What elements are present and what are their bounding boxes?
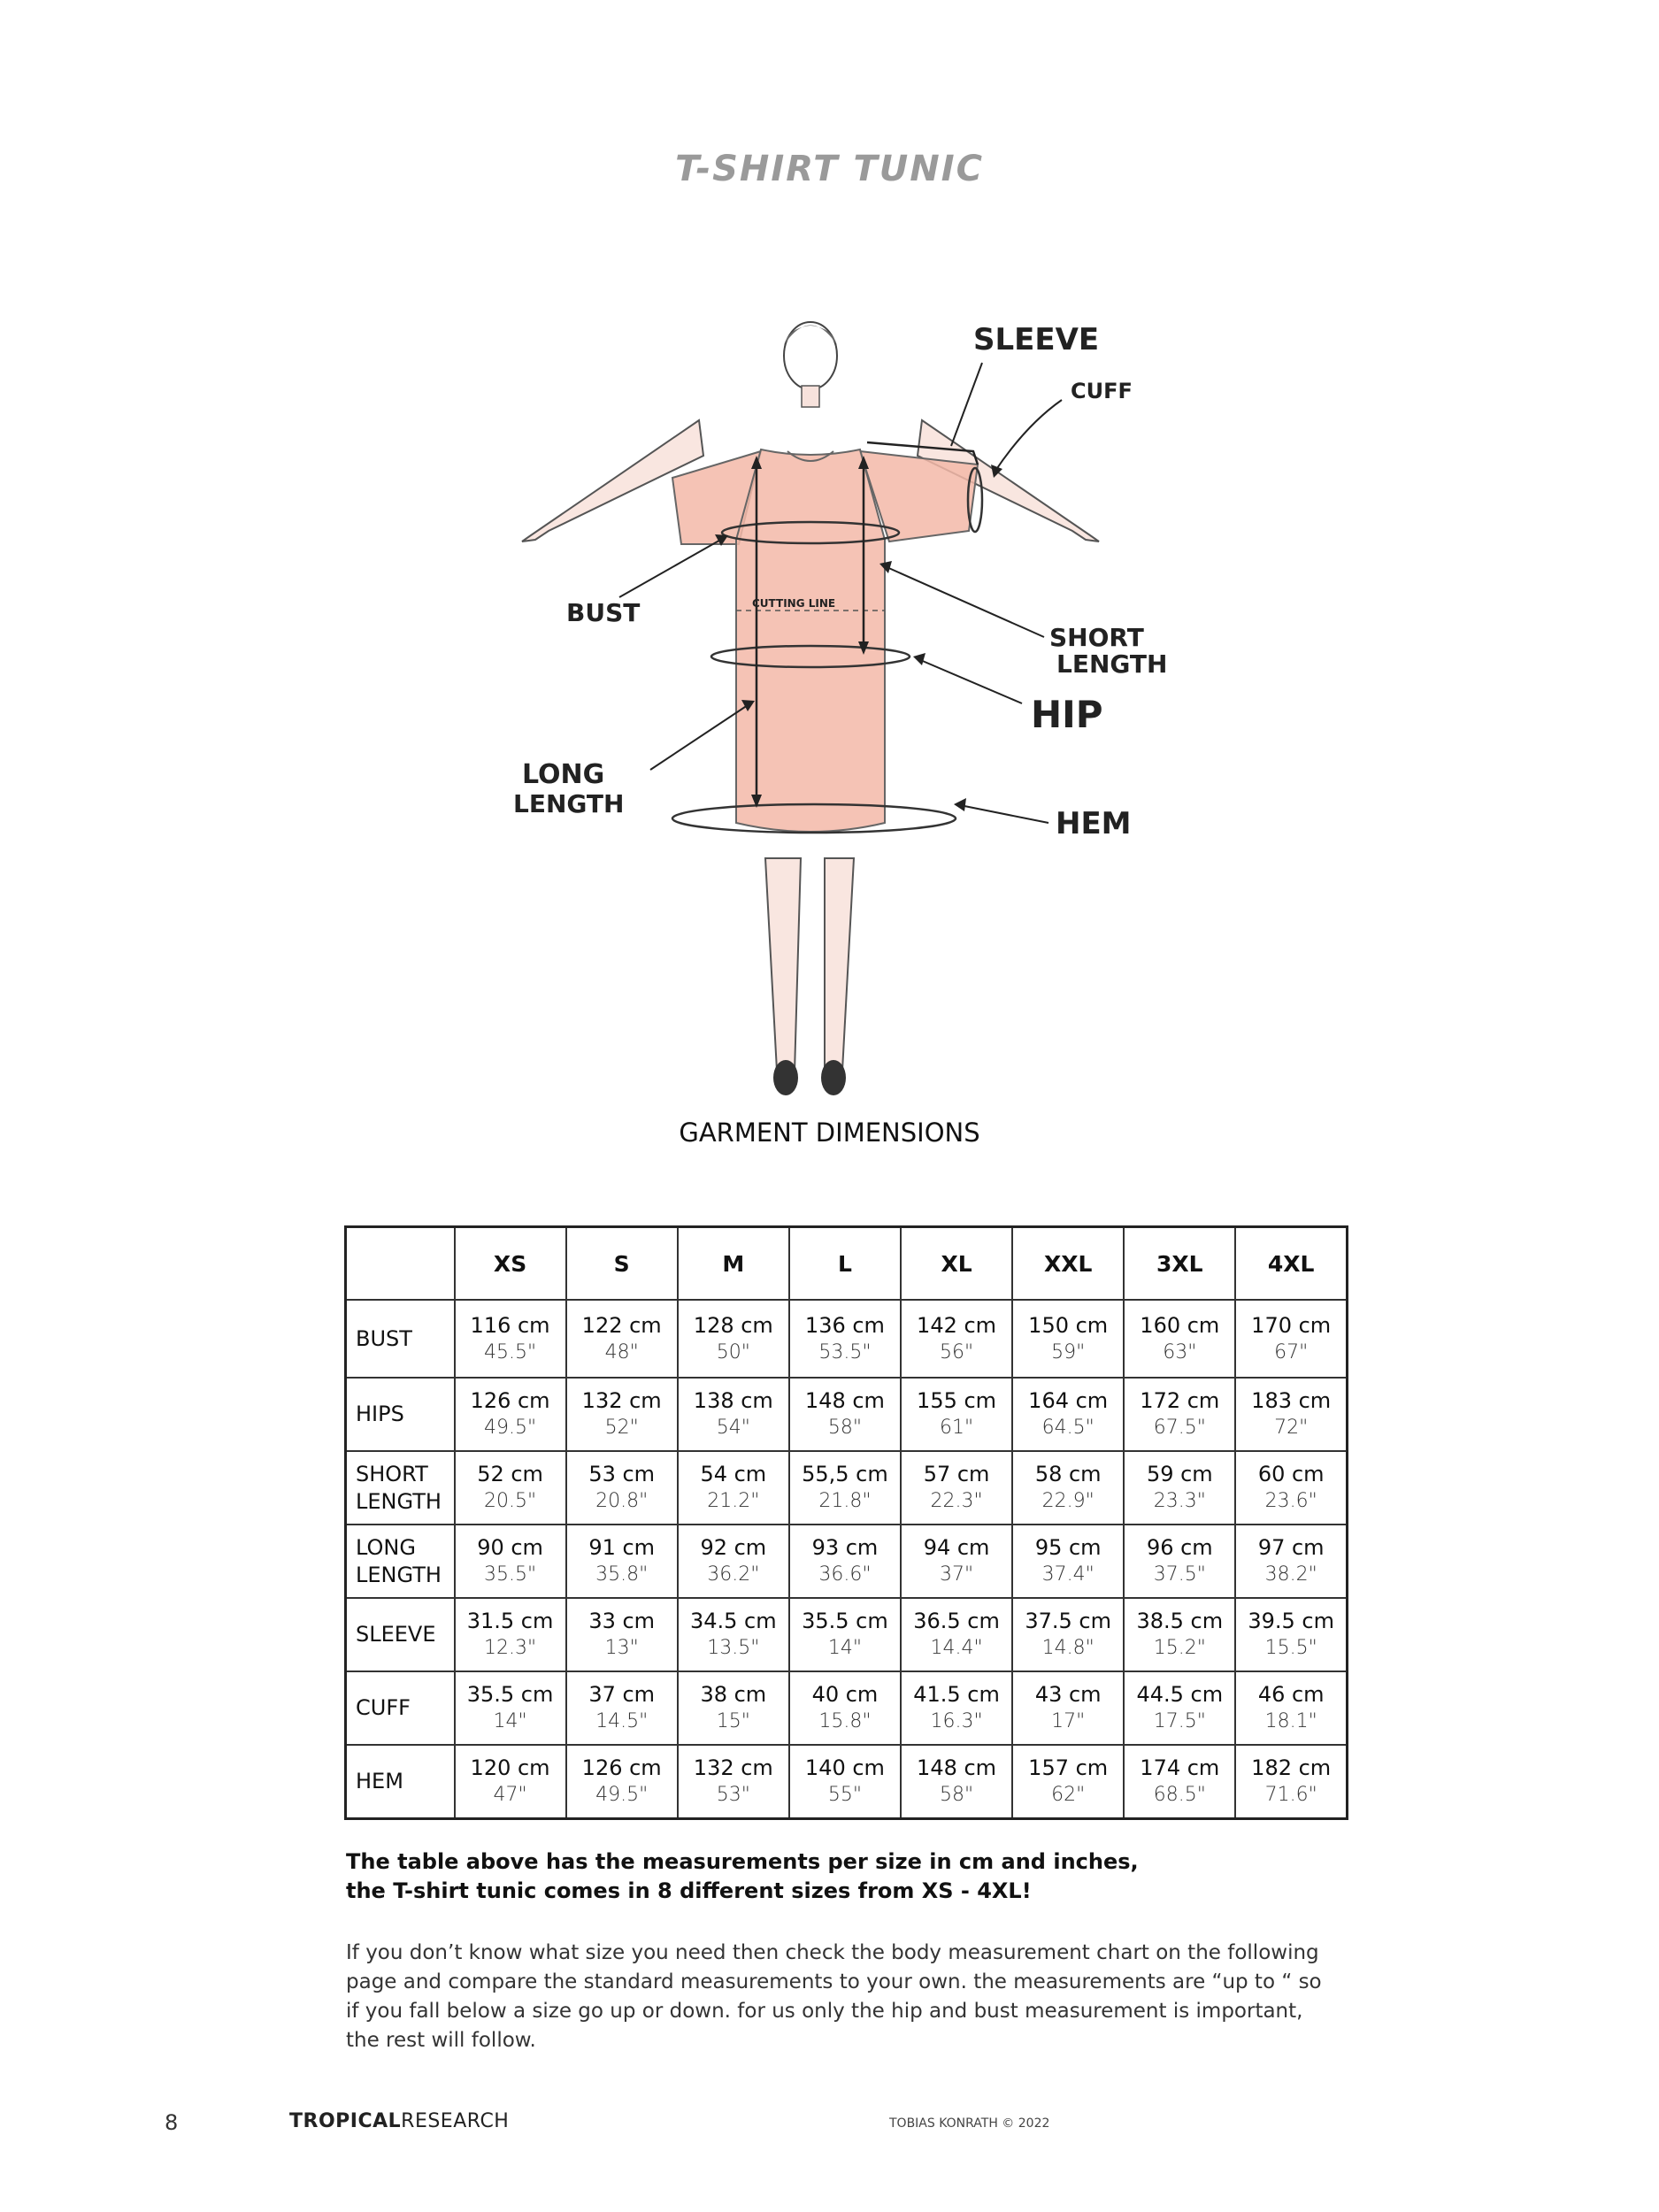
measurement-cell — [1124, 1598, 1235, 1671]
size-header: S — [566, 1227, 678, 1301]
measurement-cell — [789, 1671, 901, 1745]
cm-value: 46 cm — [1257, 1682, 1325, 1707]
measurement-cell — [678, 1745, 789, 1819]
measurement-cell — [1235, 1671, 1347, 1745]
inch-value: 13.5" — [707, 1637, 760, 1659]
cm-value: 37.5 cm — [1025, 1609, 1111, 1633]
measurement-cell — [1012, 1671, 1124, 1745]
cm-value: 53 cm — [588, 1462, 656, 1486]
cm-value: 182 cm — [1251, 1755, 1332, 1780]
table-row — [346, 1451, 1348, 1525]
hip-label: HIP — [1031, 693, 1103, 736]
inch-value: 17" — [1051, 1710, 1086, 1732]
inch-value: 14.5" — [595, 1710, 649, 1732]
cm-value: 43 cm — [1034, 1682, 1102, 1707]
measurement-cell — [1012, 1598, 1124, 1671]
measurement-cell — [1235, 1378, 1347, 1451]
measurement-cell — [566, 1300, 678, 1378]
inch-value: 17.5" — [1153, 1710, 1206, 1732]
cm-value: 128 cm — [693, 1312, 773, 1338]
measurement-cell — [1235, 1525, 1347, 1598]
measurement-cell — [789, 1451, 901, 1525]
table-row — [346, 1598, 1348, 1671]
measurement-cell — [455, 1598, 566, 1671]
bust-label: BUST — [566, 598, 641, 627]
measurement-cell — [1124, 1671, 1235, 1745]
cm-value: 148 cm — [917, 1755, 997, 1780]
measurement-cell — [566, 1671, 678, 1745]
short-length-label-1: SHORT — [1049, 623, 1144, 652]
measurement-cell — [1235, 1451, 1347, 1525]
measurement-cell — [566, 1598, 678, 1671]
cm-value: 148 cm — [804, 1388, 885, 1413]
measurement-cell — [1012, 1525, 1124, 1598]
inch-value: 37.5" — [1153, 1563, 1206, 1586]
inch-value: 53" — [716, 1784, 750, 1806]
measurement-cell — [1235, 1745, 1347, 1819]
cm-value: 33 cm — [588, 1609, 656, 1633]
inch-value: 22.3" — [930, 1490, 983, 1512]
measurement-cell — [901, 1451, 1012, 1525]
measurement-cell — [1235, 1300, 1347, 1378]
cm-value: 96 cm — [1146, 1535, 1213, 1560]
size-header: 4XL — [1235, 1227, 1347, 1301]
cm-value: 36.5 cm — [913, 1609, 1000, 1633]
inch-value: 67" — [1274, 1340, 1309, 1363]
measurement-cell — [901, 1378, 1012, 1451]
inch-value: 61" — [940, 1417, 974, 1439]
cuff-label: CUFF — [1071, 379, 1133, 403]
inch-value: 20.5" — [484, 1490, 537, 1512]
cm-value: 35.5 cm — [802, 1609, 888, 1633]
cm-value: 120 cm — [470, 1755, 550, 1780]
measurement-cell — [901, 1300, 1012, 1378]
row-label: CUFF — [346, 1671, 455, 1745]
size-header: XXL — [1012, 1227, 1124, 1301]
cm-value: 59 cm — [1146, 1462, 1213, 1486]
cm-value: 126 cm — [470, 1388, 550, 1413]
size-note-heading: The table above has the measurements per size in cm and inches, the T-shirt tunic comes in 8 different sizes from XS - 4XL! — [346, 1849, 1139, 1903]
cm-value: 44.5 cm — [1136, 1682, 1224, 1707]
cm-value: 183 cm — [1251, 1388, 1332, 1413]
inch-value: 22.9" — [1041, 1490, 1094, 1512]
inch-value: 14.4" — [930, 1637, 983, 1659]
sleeve-label: SLEEVE — [973, 322, 1100, 357]
cm-value: 150 cm — [1028, 1312, 1109, 1338]
row-label: BUST — [346, 1300, 455, 1378]
measurement-cell — [455, 1451, 566, 1525]
inch-value: 45.5" — [484, 1340, 537, 1363]
cm-value: 132 cm — [581, 1388, 662, 1413]
measurement-cell — [1124, 1378, 1235, 1451]
inch-value: 21.2" — [707, 1490, 760, 1512]
inch-value: 15.8" — [818, 1710, 872, 1732]
section-title: GARMENT DIMENSIONS — [679, 1118, 980, 1148]
measurement-cell — [678, 1671, 789, 1745]
measurement-cell — [1124, 1525, 1235, 1598]
inch-value: 49.5" — [595, 1784, 649, 1806]
cm-value: 41.5 cm — [913, 1682, 1000, 1707]
measurement-cell — [1012, 1745, 1124, 1819]
row-label: HEM — [346, 1745, 455, 1819]
inch-value: 54" — [716, 1417, 750, 1439]
inch-value: 15.5" — [1264, 1637, 1317, 1659]
row-label: HIPS — [346, 1378, 455, 1451]
cm-value: 174 cm — [1140, 1755, 1220, 1780]
inch-value: 48" — [604, 1340, 639, 1363]
inch-value: 62" — [1051, 1784, 1086, 1806]
size-header: 3XL — [1124, 1227, 1235, 1301]
size-header: M — [678, 1227, 789, 1301]
measurement-cell — [1235, 1598, 1347, 1671]
cm-value: 132 cm — [693, 1755, 773, 1780]
inch-value: 13" — [604, 1637, 639, 1659]
measurement-cell — [1012, 1451, 1124, 1525]
measurement-cell — [678, 1598, 789, 1671]
cm-value: 122 cm — [581, 1312, 662, 1338]
cm-value: 94 cm — [923, 1535, 990, 1560]
hem-label: HEM — [1056, 806, 1132, 841]
measurement-cell — [901, 1525, 1012, 1598]
footer-credit: TOBIAS KONRATH © 2022 — [889, 2116, 1050, 2131]
inch-value: 50" — [716, 1340, 750, 1363]
measurement-cell — [678, 1451, 789, 1525]
cm-value: 57 cm — [923, 1462, 990, 1486]
cm-value: 116 cm — [470, 1312, 550, 1338]
measurement-cell — [566, 1451, 678, 1525]
measurement-cell — [789, 1598, 901, 1671]
inch-value: 14" — [493, 1710, 527, 1732]
inch-value: 47" — [493, 1784, 527, 1806]
inch-value: 67.5" — [1153, 1417, 1206, 1439]
page-number: 8 — [165, 2110, 179, 2135]
cm-value: 95 cm — [1034, 1535, 1102, 1560]
cm-value: 40 cm — [811, 1682, 879, 1707]
inch-value: 21.8" — [818, 1490, 872, 1512]
inch-value: 49.5" — [484, 1417, 537, 1439]
garment-dimensions-table — [344, 1225, 1348, 1820]
measurement-cell — [1124, 1300, 1235, 1378]
cm-value: 34.5 cm — [689, 1609, 777, 1633]
inch-value: 58" — [940, 1784, 974, 1806]
cm-value: 60 cm — [1257, 1462, 1325, 1486]
inch-value: 59" — [1051, 1340, 1086, 1363]
inch-value: 37" — [940, 1563, 974, 1586]
measurement-cell — [678, 1525, 789, 1598]
cm-value: 157 cm — [1028, 1755, 1109, 1780]
tunic-illustration — [495, 310, 1168, 1106]
table-header-row — [346, 1227, 1348, 1301]
cm-value: 164 cm — [1028, 1388, 1109, 1413]
long-length-label-2: LENGTH — [513, 789, 625, 818]
measurement-cell — [455, 1300, 566, 1378]
cm-value: 91 cm — [588, 1535, 656, 1560]
measurement-cell — [1012, 1378, 1124, 1451]
cm-value: 155 cm — [917, 1388, 997, 1413]
inch-value: 23.3" — [1153, 1490, 1206, 1512]
measurement-cell — [789, 1525, 901, 1598]
inch-value: 12.3" — [484, 1637, 537, 1659]
short-length-label-2: LENGTH — [1056, 649, 1168, 679]
inch-value: 18.1" — [1264, 1710, 1317, 1732]
inch-value: 23.6" — [1264, 1490, 1317, 1512]
row-label: SHORT LENGTH — [346, 1451, 455, 1525]
row-label: SLEEVE — [346, 1598, 455, 1671]
size-header: L — [789, 1227, 901, 1301]
measurement-cell — [901, 1598, 1012, 1671]
cm-value: 136 cm — [804, 1312, 885, 1338]
measurement-cell — [455, 1525, 566, 1598]
cm-value: 97 cm — [1257, 1535, 1325, 1560]
inch-value: 35.8" — [595, 1563, 649, 1586]
inch-value: 16.3" — [930, 1710, 983, 1732]
inch-value: 14.8" — [1041, 1637, 1094, 1659]
cm-value: 170 cm — [1251, 1312, 1332, 1338]
brand-bold: TROPICAL — [289, 2110, 402, 2132]
inch-value: 72" — [1274, 1417, 1309, 1439]
measurement-cell — [566, 1378, 678, 1451]
cm-value: 39.5 cm — [1248, 1609, 1334, 1633]
inch-value: 15.2" — [1153, 1637, 1206, 1659]
table-row — [346, 1525, 1348, 1598]
inch-value: 63" — [1163, 1340, 1197, 1363]
brand-logo — [289, 2110, 509, 2132]
measurement-cell — [566, 1525, 678, 1598]
row-label: LONG LENGTH — [346, 1525, 455, 1598]
cm-value: 35.5 cm — [466, 1682, 554, 1707]
cm-value: 93 cm — [811, 1535, 879, 1560]
cm-value: 38.5 cm — [1136, 1609, 1224, 1633]
cm-value: 37 cm — [588, 1682, 656, 1707]
measurement-cell — [901, 1745, 1012, 1819]
inch-value: 56" — [940, 1340, 974, 1363]
measurement-cell — [455, 1745, 566, 1819]
inch-value: 58" — [827, 1417, 862, 1439]
page-title: T-SHIRT TUNIC — [675, 149, 984, 189]
measurement-cell — [566, 1745, 678, 1819]
measurement-cell — [789, 1745, 901, 1819]
inch-value: 35.5" — [484, 1563, 537, 1586]
inch-value: 52" — [604, 1417, 639, 1439]
inch-value: 64.5" — [1041, 1417, 1094, 1439]
table-row — [346, 1671, 1348, 1745]
inch-value: 14" — [827, 1637, 862, 1659]
cm-value: 126 cm — [581, 1755, 662, 1780]
inch-value: 36.6" — [818, 1563, 872, 1586]
cm-value: 52 cm — [477, 1462, 543, 1486]
cm-value: 31.5 cm — [466, 1609, 554, 1633]
inch-value: 37.4" — [1041, 1563, 1094, 1586]
measurement-cell — [789, 1378, 901, 1451]
cutting-line-label: CUTTING LINE — [752, 597, 836, 610]
cm-value: 54 cm — [700, 1462, 767, 1486]
measurement-cell — [1124, 1451, 1235, 1525]
cm-value: 172 cm — [1140, 1388, 1220, 1413]
measurement-cell — [455, 1378, 566, 1451]
measurement-cell — [901, 1671, 1012, 1745]
cm-value: 138 cm — [693, 1388, 773, 1413]
inch-value: 20.8" — [595, 1490, 649, 1512]
measurement-cell — [789, 1300, 901, 1378]
cm-value: 160 cm — [1140, 1312, 1220, 1338]
inch-value: 38.2" — [1264, 1563, 1317, 1586]
measurement-cell — [1124, 1745, 1235, 1819]
table-row — [346, 1300, 1348, 1378]
cm-value: 92 cm — [700, 1535, 767, 1560]
inch-value: 15" — [716, 1710, 750, 1732]
brand-light: RESEARCH — [401, 2110, 510, 2132]
cm-value: 55,5 cm — [802, 1462, 888, 1486]
table-row — [346, 1745, 1348, 1819]
measurement-cell — [678, 1300, 789, 1378]
inch-value: 71.6" — [1264, 1784, 1317, 1806]
cm-value: 140 cm — [804, 1755, 885, 1780]
size-note-body: If you don’t know what size you need then check the body measurement chart on the following page and compare the standard measurements to your own. the measurements are “up to “ so if you fall below a size go up or down. for us only the hip and bust measurement is important, the rest will follow. — [346, 1941, 1322, 2052]
table-body — [346, 1300, 1348, 1819]
cm-value: 38 cm — [700, 1682, 767, 1707]
inch-value: 68.5" — [1153, 1784, 1206, 1806]
size-header: XS — [455, 1227, 566, 1301]
inch-value: 55" — [827, 1784, 862, 1806]
cm-value: 58 cm — [1034, 1462, 1102, 1486]
inch-value: 36.2" — [707, 1563, 760, 1586]
inch-value: 53.5" — [818, 1340, 872, 1363]
long-length-label-1: LONG — [522, 759, 605, 790]
measurement-cell — [678, 1378, 789, 1451]
measurement-cell — [455, 1671, 566, 1745]
measurement-cell — [1012, 1300, 1124, 1378]
size-header: XL — [901, 1227, 1012, 1301]
table-corner-cell — [346, 1227, 455, 1301]
cm-value: 142 cm — [917, 1312, 997, 1338]
cm-value: 90 cm — [477, 1535, 543, 1560]
tunic-garment-icon — [672, 442, 982, 833]
table-row — [346, 1378, 1348, 1451]
